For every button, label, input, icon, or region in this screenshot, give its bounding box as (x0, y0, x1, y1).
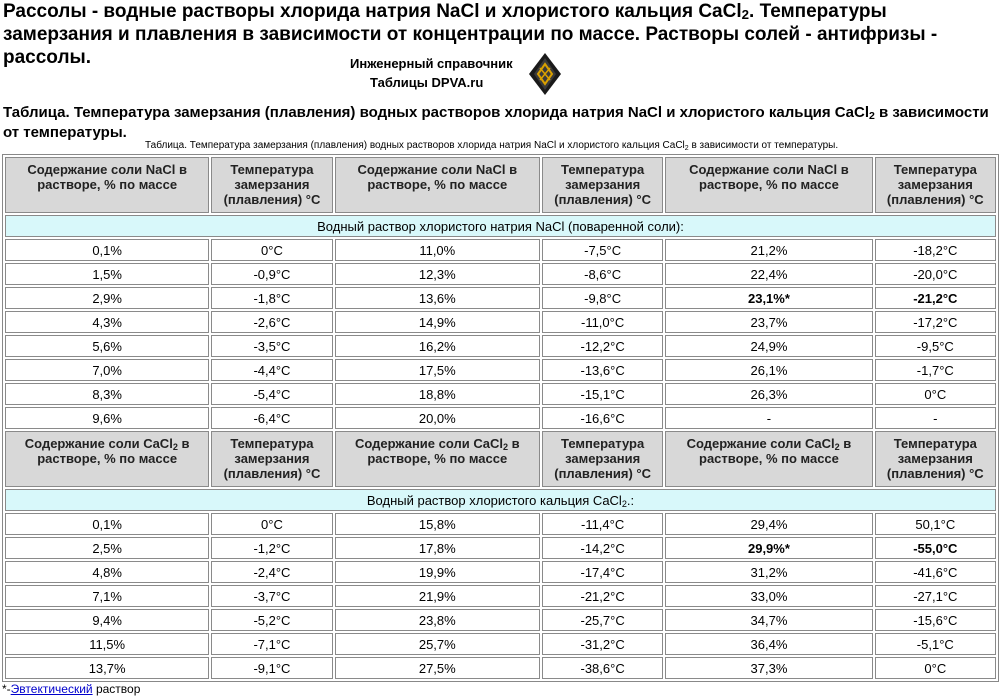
temperature-cell: - (875, 407, 996, 429)
concentration-cell: 7,0% (5, 359, 209, 381)
table-row (5, 657, 996, 679)
concentration-cell: 21,9% (335, 585, 540, 607)
table-row (5, 513, 996, 535)
concentration-cell: 2,5% (5, 537, 209, 559)
concentration-cell: 5,6% (5, 335, 209, 357)
temperature-cell: -1,8°С (211, 287, 332, 309)
temperature-cell: -11,0°С (542, 311, 663, 333)
concentration-cell: 29,4% (665, 513, 872, 535)
table-row (5, 383, 996, 405)
concentration-cell: 4,3% (5, 311, 209, 333)
table-heading: Таблица. Температура замерзания (плавления) водных растворов хлорида натрия NaCl и хлористого кальция CaCl$_2$ в зависимости от температуры. (3, 104, 989, 141)
temperature-cell: 0°С (875, 383, 996, 405)
header-conc: Содержание соли NaCl в растворе, % по массе (5, 157, 209, 213)
table-row (5, 311, 996, 333)
logo-line2: Таблицы DPVA.ru (370, 75, 484, 90)
concentration-cell: 17,5% (335, 359, 540, 381)
concentration-cell: 9,6% (5, 407, 209, 429)
temperature-cell: -5,2°С (211, 609, 332, 631)
table-row (5, 239, 996, 261)
concentration-cell: 0,1% (5, 513, 209, 535)
table-row (5, 609, 996, 631)
temperature-cell: 0°С (211, 239, 332, 261)
temperature-cell: -15,6°С (875, 609, 996, 631)
temperature-cell: 50,1°С (875, 513, 996, 535)
temperature-cell: -17,2°С (875, 311, 996, 333)
temperature-cell: -9,8°С (542, 287, 663, 309)
temperature-cell: -16,6°С (542, 407, 663, 429)
header-temp: Температура замерзания (плавления) °С (875, 157, 996, 213)
concentration-cell: - (665, 407, 872, 429)
table-row (5, 335, 996, 357)
header-temp: Температура замерзания (плавления) °С (542, 431, 663, 487)
temperature-cell: -8,6°С (542, 263, 663, 285)
concentration-cell: 36,4% (665, 633, 872, 655)
temperature-cell: -6,4°С (211, 407, 332, 429)
nacl-header-row (5, 157, 996, 213)
table-caption: Таблица. Температура замерзания (плавления) водных растворов хлорида натрия NaCl и хлористого кальция CaCl$_2$ в зависимости от температуры. (145, 140, 839, 152)
concentration-cell: 20,0% (335, 407, 540, 429)
table-row (5, 633, 996, 655)
concentration-cell: 13,7% (5, 657, 209, 679)
table-row (5, 359, 996, 381)
cacl2-section-row (5, 489, 996, 511)
concentration-cell: 14,9% (335, 311, 540, 333)
eutectic-link[interactable]: Эвтектический (10, 682, 93, 696)
concentration-cell: 21,2% (665, 239, 872, 261)
temperature-cell: -13,6°С (542, 359, 663, 381)
concentration-cell: 8,3% (5, 383, 209, 405)
footnote (2, 682, 140, 696)
temperature-cell: -9,1°С (211, 657, 332, 679)
temperature-cell: -1,2°С (211, 537, 332, 559)
header-temp: Температура замерзания (плавления) °С (211, 157, 332, 213)
concentration-cell: 26,3% (665, 383, 872, 405)
concentration-cell: 34,7% (665, 609, 872, 631)
temperature-cell: -38,6°С (542, 657, 663, 679)
header-conc: Содержание соли CaCl$_2$ в растворе, % по массе (5, 431, 209, 487)
temperature-cell: 0°С (875, 657, 996, 679)
section-label: Водный раствор хлористого кальция CaCl$_2$.: (5, 489, 996, 511)
temperature-cell: -2,4°С (211, 561, 332, 583)
temperature-cell: -4,4°С (211, 359, 332, 381)
concentration-cell: 37,3% (665, 657, 872, 679)
table-row (5, 585, 996, 607)
concentration-cell: 31,2% (665, 561, 872, 583)
temperature-cell: -5,4°С (211, 383, 332, 405)
concentration-cell: 23,7% (665, 311, 872, 333)
temperature-cell: -7,5°С (542, 239, 663, 261)
temperature-cell: -7,1°С (211, 633, 332, 655)
temperature-cell: -17,4°С (542, 561, 663, 583)
concentration-cell: 4,8% (5, 561, 209, 583)
header-temp: Температура замерзания (плавления) °С (875, 431, 996, 487)
table-row (5, 407, 996, 429)
temperature-cell: -15,1°С (542, 383, 663, 405)
table-row (5, 287, 996, 309)
temperature-cell: -0,9°С (211, 263, 332, 285)
concentration-cell: 1,5% (5, 263, 209, 285)
site-logo[interactable] (350, 54, 580, 96)
temperature-cell: -11,4°С (542, 513, 663, 535)
temperature-cell: -9,5°С (875, 335, 996, 357)
temperature-cell: -1,7°С (875, 359, 996, 381)
footnote-prefix: *- (2, 682, 11, 696)
page-title: Рассолы - водные растворы хлорида натрия NaCl и хлористого кальция CaCl$_2$. Температуры замерзания и плавления в зависимости от концентрации по массе. Растворы солей - антифризы - рассолы. (3, 1, 938, 68)
temperature-cell: -3,7°С (211, 585, 332, 607)
concentration-cell: 19,9% (335, 561, 540, 583)
temperature-cell: -21,2°С (875, 287, 996, 309)
temperature-cell: -21,2°С (542, 585, 663, 607)
concentration-cell: 27,5% (335, 657, 540, 679)
table-row (5, 537, 996, 559)
concentration-cell: 15,8% (335, 513, 540, 535)
concentration-cell: 24,9% (665, 335, 872, 357)
concentration-cell: 33,0% (665, 585, 872, 607)
concentration-cell: 9,4% (5, 609, 209, 631)
concentration-cell: 26,1% (665, 359, 872, 381)
header-conc: Содержание соли NaCl в растворе, % по массе (665, 157, 872, 213)
temperature-cell: -31,2°С (542, 633, 663, 655)
temperature-cell: -41,6°С (875, 561, 996, 583)
concentration-cell: 0,1% (5, 239, 209, 261)
temperature-cell: -5,1°С (875, 633, 996, 655)
concentration-cell: 23,8% (335, 609, 540, 631)
header-temp: Температура замерзания (плавления) °С (211, 431, 332, 487)
concentration-cell: 2,9% (5, 287, 209, 309)
header-conc: Содержание соли CaCl$_2$ в растворе, % по массе (335, 431, 540, 487)
freezing-point-table (2, 154, 999, 682)
section-label: Водный раствор хлористого натрия NaCl (поваренной соли): (5, 215, 996, 237)
concentration-cell: 13,6% (335, 287, 540, 309)
concentration-cell: 23,1%* (665, 287, 872, 309)
temperature-cell: -2,6°С (211, 311, 332, 333)
concentration-cell: 29,9%* (665, 537, 872, 559)
concentration-cell: 17,8% (335, 537, 540, 559)
concentration-cell: 7,1% (5, 585, 209, 607)
temperature-cell: -25,7°С (542, 609, 663, 631)
concentration-cell: 11,0% (335, 239, 540, 261)
temperature-cell: -14,2°С (542, 537, 663, 559)
footnote-rest: раствор (92, 682, 141, 696)
temperature-cell: -20,0°С (875, 263, 996, 285)
diamond-logo-icon (528, 52, 562, 96)
temperature-cell: -12,2°С (542, 335, 663, 357)
concentration-cell: 25,7% (335, 633, 540, 655)
concentration-cell: 22,4% (665, 263, 872, 285)
logo-line1: Инженерный справочник (350, 56, 513, 71)
table-row (5, 263, 996, 285)
concentration-cell: 12,3% (335, 263, 540, 285)
temperature-cell: -18,2°С (875, 239, 996, 261)
temperature-cell: 0°С (211, 513, 332, 535)
header-conc: Содержание соли NaCl в растворе, % по массе (335, 157, 540, 213)
cacl2-header-row (5, 431, 996, 487)
temperature-cell: -55,0°С (875, 537, 996, 559)
concentration-cell: 11,5% (5, 633, 209, 655)
table-row (5, 561, 996, 583)
header-temp: Температура замерзания (плавления) °С (542, 157, 663, 213)
header-conc: Содержание соли CaCl$_2$ в растворе, % по массе (665, 431, 872, 487)
concentration-cell: 18,8% (335, 383, 540, 405)
temperature-cell: -27,1°С (875, 585, 996, 607)
concentration-cell: 16,2% (335, 335, 540, 357)
nacl-section-row (5, 215, 996, 237)
temperature-cell: -3,5°С (211, 335, 332, 357)
logo-text (350, 54, 513, 92)
